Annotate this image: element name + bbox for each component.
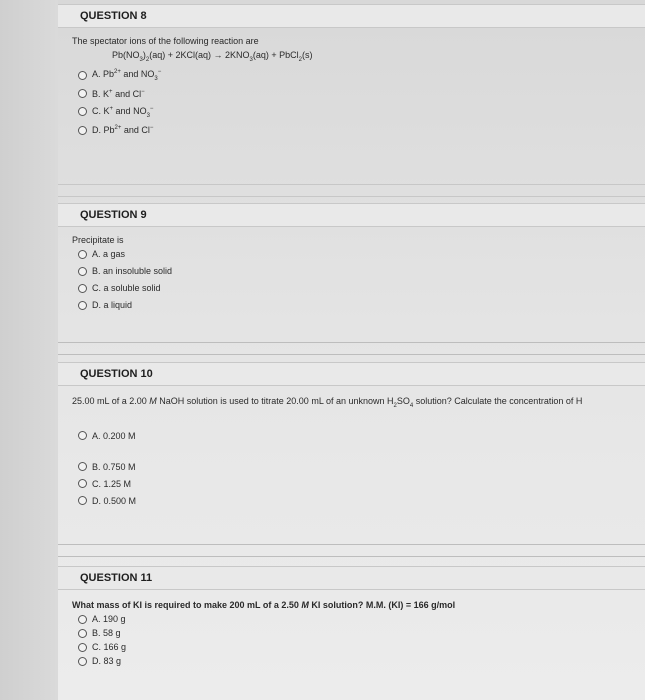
option-c[interactable]: C. K+ and $NO_3^-$: [78, 106, 645, 119]
radio-button[interactable]: [78, 71, 87, 80]
question-text: What mass of KI is required to make 200 mL of a 2.50 M KI solution? M.M. (KI) = 166 g/mol: [72, 600, 456, 610]
radio-button[interactable]: [78, 250, 87, 259]
option-d[interactable]: D. $Pb^{2+}$ and Cl−: [78, 125, 645, 135]
question-9: [58, 203, 645, 317]
option-b[interactable]: B. 58 g: [78, 628, 645, 638]
radio-button[interactable]: [78, 479, 87, 488]
radio-button[interactable]: [78, 462, 87, 471]
question-header: QUESTION 8: [58, 4, 645, 28]
radio-button[interactable]: [78, 89, 87, 98]
option-a[interactable]: A. 0.200 M: [78, 431, 645, 441]
radio-button[interactable]: [78, 643, 87, 652]
radio-button[interactable]: [78, 126, 87, 135]
option-d[interactable]: D. 83 g: [78, 656, 645, 666]
radio-button[interactable]: [78, 267, 87, 276]
question-header: QUESTION 10: [58, 362, 645, 386]
divider: [58, 342, 645, 343]
option-a[interactable]: A. 190 g: [78, 614, 645, 624]
reaction-equation: $Pb(NO_3)_2(aq) + 2KCl(aq) \to 2KNO_3(aq)$ + PbCl$_2$(s): [112, 50, 313, 63]
question-text: Precipitate is: [72, 235, 124, 245]
divider: [58, 196, 645, 197]
question-8: [58, 4, 645, 142]
radio-button[interactable]: [78, 657, 87, 666]
divider: [58, 556, 645, 557]
question-10: [58, 362, 645, 513]
option-c[interactable]: C. 166 g: [78, 642, 645, 652]
option-b[interactable]: B. an insoluble solid: [78, 266, 645, 276]
option-c[interactable]: C. 1.25 M: [78, 479, 645, 489]
option-c[interactable]: C. a soluble solid: [78, 283, 645, 293]
option-d[interactable]: D. a liquid: [78, 300, 645, 310]
question-header: QUESTION 9: [58, 203, 645, 227]
option-a[interactable]: A. $Pb^{2+}$ and $NO_3^-$: [78, 69, 645, 82]
radio-button[interactable]: [78, 615, 87, 624]
left-margin: [0, 0, 58, 700]
radio-button[interactable]: [78, 284, 87, 293]
option-d[interactable]: D. 0.500 M: [78, 496, 645, 506]
question-11: [58, 566, 645, 670]
question-text: 25.00 mL of a 2.00 M NaOH solution is used to titrate 20.00 mL of an unknown $H_2SO_4$ solution? Calculate the concentration of H: [72, 396, 583, 409]
radio-button[interactable]: [78, 629, 87, 638]
radio-button[interactable]: [78, 431, 87, 440]
radio-button[interactable]: [78, 496, 87, 505]
question-header: QUESTION 11: [58, 566, 645, 590]
divider: [58, 354, 645, 355]
radio-button[interactable]: [78, 301, 87, 310]
question-text: The spectator ions of the following reaction are: [72, 36, 259, 46]
divider: [58, 544, 645, 545]
option-b[interactable]: B. 0.750 M: [78, 462, 645, 472]
radio-button[interactable]: [78, 107, 87, 116]
divider: [58, 184, 645, 185]
option-a[interactable]: A. a gas: [78, 249, 645, 259]
option-b[interactable]: B. K+ and Cl−: [78, 89, 645, 99]
